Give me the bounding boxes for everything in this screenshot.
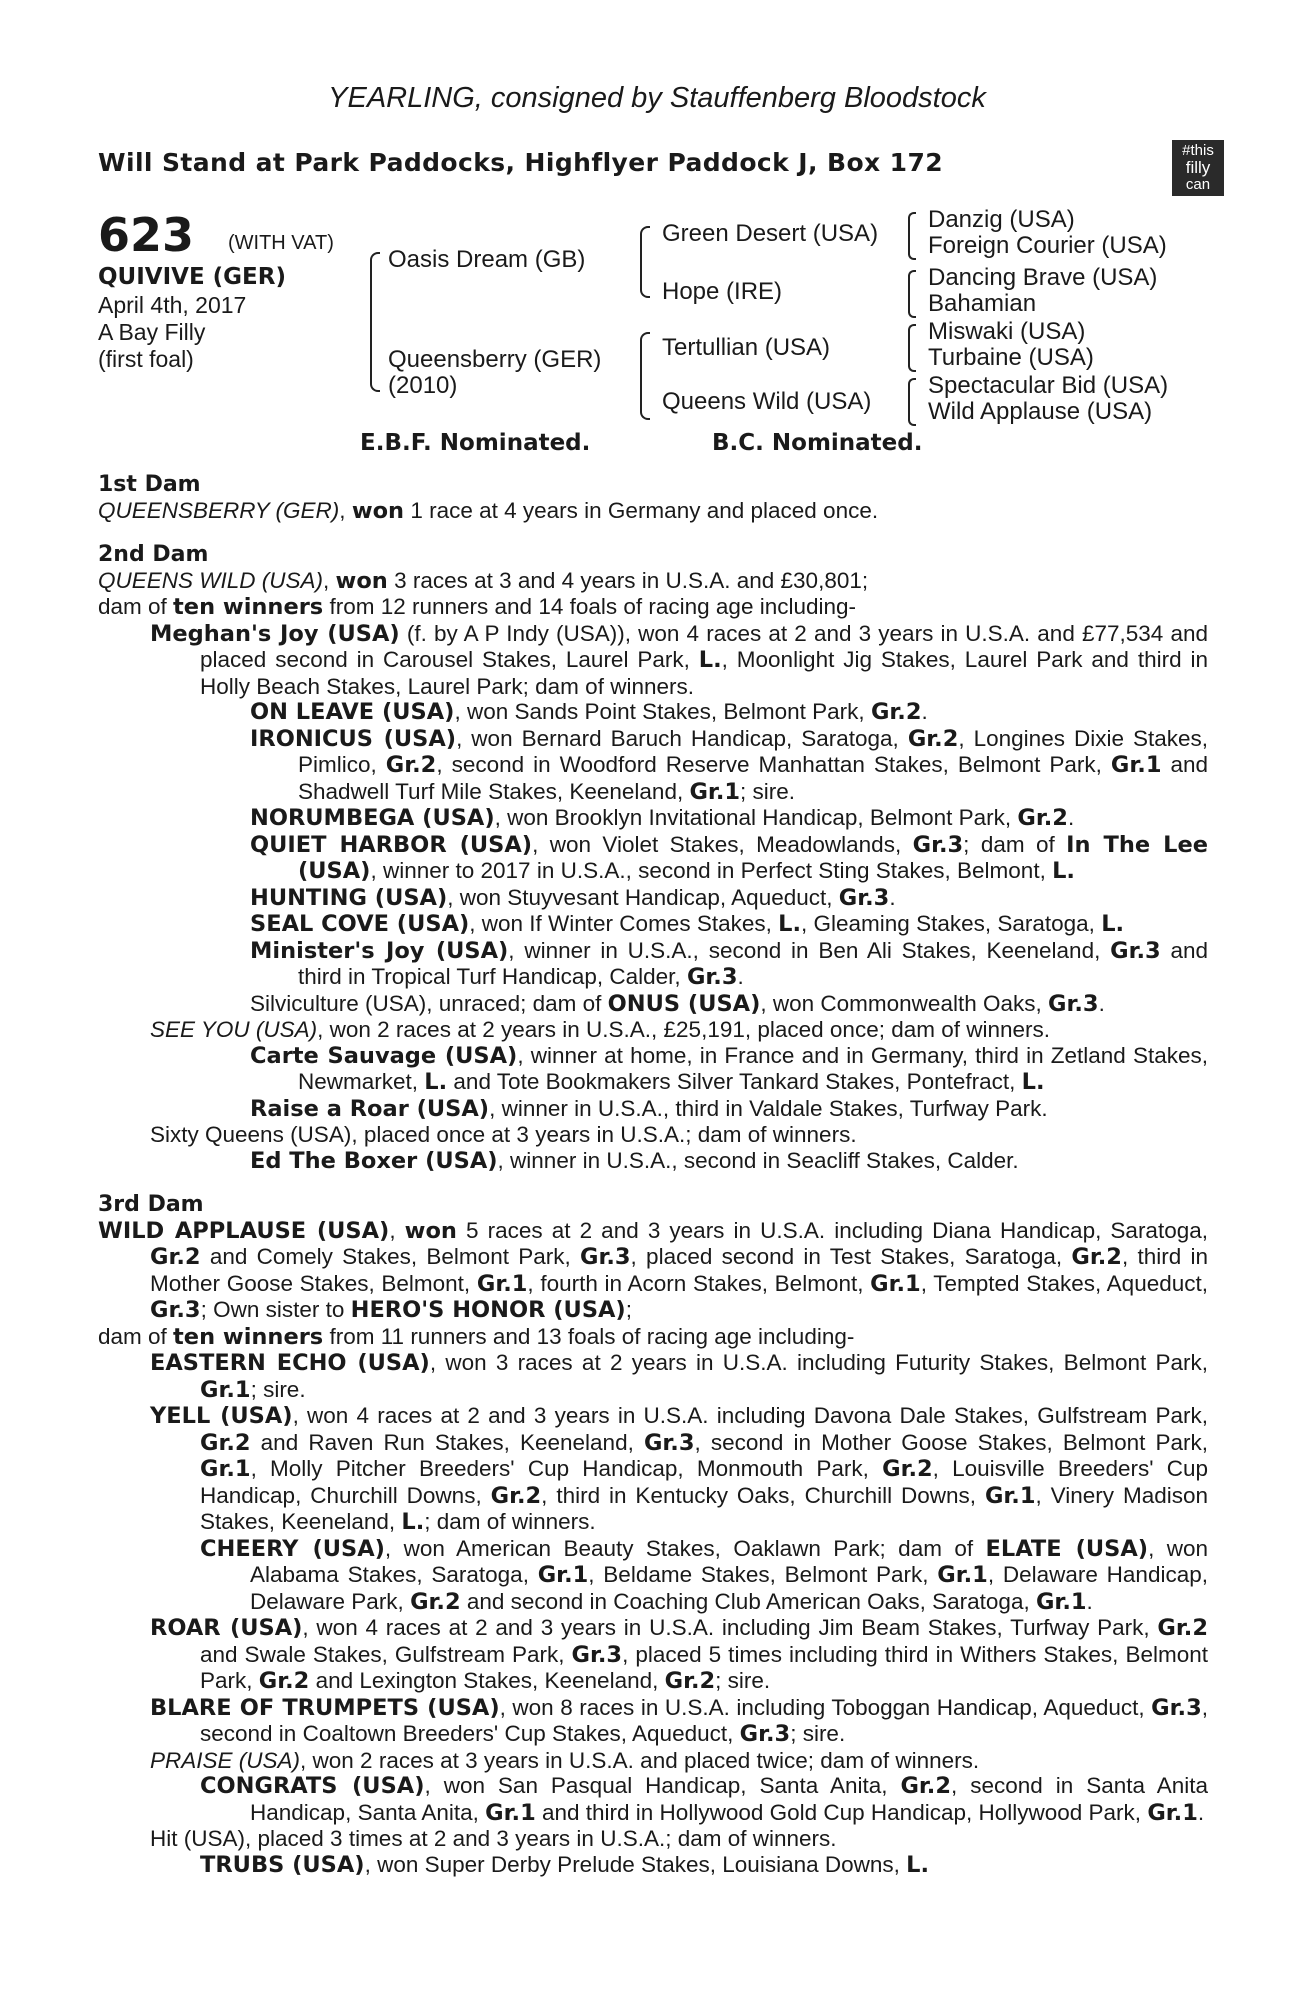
- produce-entry: Ed The Boxer (USA), winner in U.S.A., second in Seacliff Stakes, Calder.: [250, 1147, 1019, 1174]
- bc-nominated: B.C. Nominated.: [712, 430, 923, 456]
- produce-entry: HUNTING (USA), won Stuyvesant Handicap, Aqueduct, Gr.3.: [250, 884, 896, 911]
- dam-year: (2010): [388, 372, 458, 399]
- sire-dam-brace: [370, 252, 380, 392]
- third-dam-name: WILD APPLAUSE (USA): [98, 1217, 390, 1244]
- g-brace-2: [908, 270, 916, 318]
- sire: Oasis Dream (GB): [388, 246, 586, 273]
- produce-rest: from 11 runners and 13 foals of racing age including-: [323, 1323, 855, 1349]
- dam-line-brace: [640, 332, 650, 420]
- produce-entry: CONGRATS (USA), won San Pasqual Handicap, Santa Anita, Gr.2, second in Santa Anita Handicap, Santa Anita, Gr.1 and third in Hollywood Gold Cup Handicap, Hollywood Park, Gr.1.: [200, 1773, 1208, 1826]
- g-brace-3: [908, 324, 916, 372]
- great-grandsire-2: Dancing Brave (USA): [928, 264, 1158, 291]
- second-dam-record: QUEENS WILD (USA), won 3 races at 3 and 4 years in U.S.A. and £30,801;: [98, 567, 869, 594]
- first-dam-heading: 1st Dam: [98, 472, 201, 497]
- third-dam-won: won: [404, 1217, 457, 1244]
- first-dam-name: QUEENSBERRY (GER): [98, 497, 340, 523]
- produce-rest: from 12 runners and 14 foals of racing age including-: [323, 594, 857, 619]
- badge-line-1: #this: [1182, 142, 1214, 159]
- great-granddam-4: Wild Applause (USA): [928, 398, 1153, 425]
- third-dam-record: WILD APPLAUSE (USA), won 5 races at 2 and 3 years in U.S.A. including Diana Handicap, Saratoga, Gr.2 and Comely Stakes, Belmont Park, Gr.3, placed second in Test Stakes, Saratoga, Gr.2, third in Mother Goose Stakes, Belmont, Gr.1, fourth in Acorn Stakes, Belmont, Gr.1, Tempted Stakes, Aqueduct, Gr.3; Own sister to HERO'S HONOR (USA);: [98, 1217, 1209, 1323]
- produce-entry: TRUBS (USA), won Super Derby Prelude Stakes, Louisiana Downs, L.: [200, 1851, 930, 1878]
- g-brace-4: [908, 378, 916, 426]
- vat-note: (WITH VAT): [228, 232, 334, 254]
- produce-entry: Minister's Joy (USA), winner in U.S.A., second in Ben Ali Stakes, Keeneland, Gr.3 and third in Tropical Turf Handicap, Calder, Gr.3.: [250, 937, 1209, 990]
- produce-entry: PRAISE (USA), won 2 races at 3 years in U.S.A. and placed twice; dam of winners.: [150, 1747, 980, 1773]
- horse-name: QUIVIVE (GER): [98, 264, 286, 290]
- produce-entry: EASTERN ECHO (USA), won 3 races at 2 years in U.S.A. including Futurity Stakes, Belmont Park, Gr.1; sire.: [150, 1350, 1208, 1403]
- produce-entry: YELL (USA), won 4 races at 2 and 3 years in U.S.A. including Davona Dale Stakes, Gulfstream Park, Gr.2 and Raven Run Stakes, Keeneland, Gr.3, second in Mother Goose Stakes, Belmont Park, Gr.1, Molly Pitcher Breeders' Cup Handicap, Monmouth Park, Gr.2, Louisville Breeders' Cup Handicap, Churchill Downs, Gr.2, third in Kentucky Oaks, Churchill Downs, Gr.1, Vinery Madison Stakes, Keeneland, L.; dam of winners.: [150, 1403, 1209, 1535]
- produce-entry: Raise a Roar (USA), winner in U.S.A., third in Valdale Stakes, Turfway Park.: [250, 1095, 1048, 1122]
- great-granddam-2: Bahamian: [928, 290, 1037, 317]
- great-granddam-3: Turbaine (USA): [928, 344, 1094, 371]
- dam-dam: Queens Wild (USA): [662, 388, 872, 415]
- third-dam-produce-summary: [98, 1324, 1208, 1351]
- badge-line-2: filly: [1185, 158, 1211, 177]
- great-grandsire-4: Spectacular Bid (USA): [928, 372, 1169, 399]
- dam-sire: Tertullian (USA): [662, 334, 831, 361]
- third-dam-heading: 3rd Dam: [98, 1192, 204, 1217]
- winner-count: ten winners: [173, 1323, 324, 1350]
- produce-entry: SEAL COVE (USA), won If Winter Comes Stakes, L., Gleaming Stakes, Saratoga, L.: [250, 911, 1125, 937]
- second-dam-won: won: [335, 567, 388, 594]
- g-brace-1: [908, 212, 916, 260]
- produce-entry: Sixty Queens (USA), placed once at 3 years in U.S.A.; dam of winners.: [150, 1122, 857, 1147]
- second-dam-text: 3 races at 3 and 4 years in U.S.A. and £30,801;: [387, 567, 869, 593]
- horse-description: A Bay Filly: [98, 319, 206, 345]
- produce-entry: ROAR (USA), won 4 races at 2 and 3 years in U.S.A. including Jim Beam Stakes, Turfway Park, Gr.2 and Swale Stakes, Gulfstream Park, Gr.3, placed 5 times including third in Withers Stakes, Belmont Park, Gr.2 and Lexington Stakes, Keeneland, Gr.2; sire.: [150, 1615, 1208, 1694]
- second-dam-heading: 2nd Dam: [98, 542, 209, 567]
- winner-count: ten winners: [173, 594, 324, 620]
- great-grandsire-3: Miswaki (USA): [928, 318, 1086, 345]
- dam-of-label: dam of: [98, 594, 174, 619]
- produce-entry: IRONICUS (USA), won Bernard Baruch Handicap, Saratoga, Gr.2, Longines Dixie Stakes, Pimlico, Gr.2, second in Woodford Reserve Manhattan Stakes, Belmont Park, Gr.1 and Shadwell Turf Mile Stakes, Keeneland, Gr.1; sire.: [250, 725, 1209, 805]
- great-granddam-1: Foreign Courier (USA): [928, 232, 1167, 259]
- produce-entry: SEE YOU (USA), won 2 races at 2 years in U.S.A., £25,191, placed once; dam of winners.: [150, 1017, 1051, 1042]
- lot-number: 623: [98, 208, 195, 262]
- produce-entry: NORUMBEGA (USA), won Brooklyn Invitational Handicap, Belmont Park, Gr.2.: [250, 805, 1075, 831]
- sire-dam: Hope (IRE): [662, 278, 783, 305]
- catalogue-body: [98, 472, 1208, 1878]
- produce-entry: Hit (USA), placed 3 times at 2 and 3 years in U.S.A.; dam of winners.: [150, 1826, 837, 1851]
- foal-note: (first foal): [98, 346, 194, 372]
- first-dam-record: QUEENSBERRY (GER), won 1 race at 4 years in Germany and placed once.: [98, 497, 879, 524]
- first-dam-text: 1 race at 4 years in Germany and placed once.: [404, 497, 879, 523]
- ebf-nominated: E.B.F. Nominated.: [360, 430, 591, 456]
- consignment-header: YEARLING, consigned by Stauffenberg Bloodstock: [328, 82, 986, 114]
- dam: Queensberry (GER): [388, 346, 602, 373]
- produce-entry: Carte Sauvage (USA), winner at home, in France and in Germany, third in Zetland Stakes, Newmarket, L. and Tote Bookmakers Silver Tankard Stakes, Pontefract, L.: [250, 1042, 1208, 1095]
- badge-line-3: can: [1185, 176, 1211, 193]
- produce-entry: QUIET HARBOR (USA), won Violet Stakes, Meadowlands, Gr.3; dam of In The Lee (USA), winner to 2017 in U.S.A., second in Perfect Sting Stakes, Belmont, L.: [250, 831, 1208, 884]
- produce-entry: CHEERY (USA), won American Beauty Stakes, Oaklawn Park; dam of ELATE (USA), won Alabama Stakes, Saratoga, Gr.1, Beldame Stakes, Belmont Park, Gr.1, Delaware Handicap, Delaware Park, Gr.2 and second in Coaching Club American Oaks, Saratoga, Gr.1.: [200, 1535, 1208, 1615]
- second-dam-name: QUEENS WILD (USA): [98, 567, 324, 593]
- produce-entry: BLARE OF TRUMPETS (USA), won 8 races in U.S.A. including Toboggan Handicap, Aqueduct, Gr.3, second in Coaltown Breeders' Cup Stakes, Aqueduct, Gr.3; sire.: [150, 1694, 1208, 1747]
- sire-sire: Green Desert (USA): [662, 220, 879, 247]
- produce-entry: Silviculture (USA), unraced; dam of ONUS (USA), won Commonwealth Oaks, Gr.3.: [250, 990, 1105, 1017]
- this-filly-can-logo: [1172, 140, 1224, 196]
- foaling-date: April 4th, 2017: [98, 292, 247, 318]
- dam-of-label: dam of: [98, 1323, 174, 1349]
- produce-entry: Meghan's Joy (USA) (f. by A P Indy (USA)), won 4 races at 2 and 3 years in U.S.A. and £77,534 and placed second in Carousel Stakes, Laurel Park, L., Moonlight Jig Stakes, Laurel Park and third in Holly Beach Stakes, Laurel Park; dam of winners.: [150, 620, 1209, 699]
- sire-line-brace: [640, 226, 650, 298]
- second-dam-produce-summary: [98, 594, 1208, 621]
- stable-location: Will Stand at Park Paddocks, Highflyer Paddock J, Box 172: [98, 148, 944, 177]
- produce-entry: ON LEAVE (USA), won Sands Point Stakes, Belmont Park, Gr.2.: [250, 699, 928, 725]
- great-grandsire-1: Danzig (USA): [928, 206, 1075, 233]
- first-dam-won: won: [351, 497, 405, 524]
